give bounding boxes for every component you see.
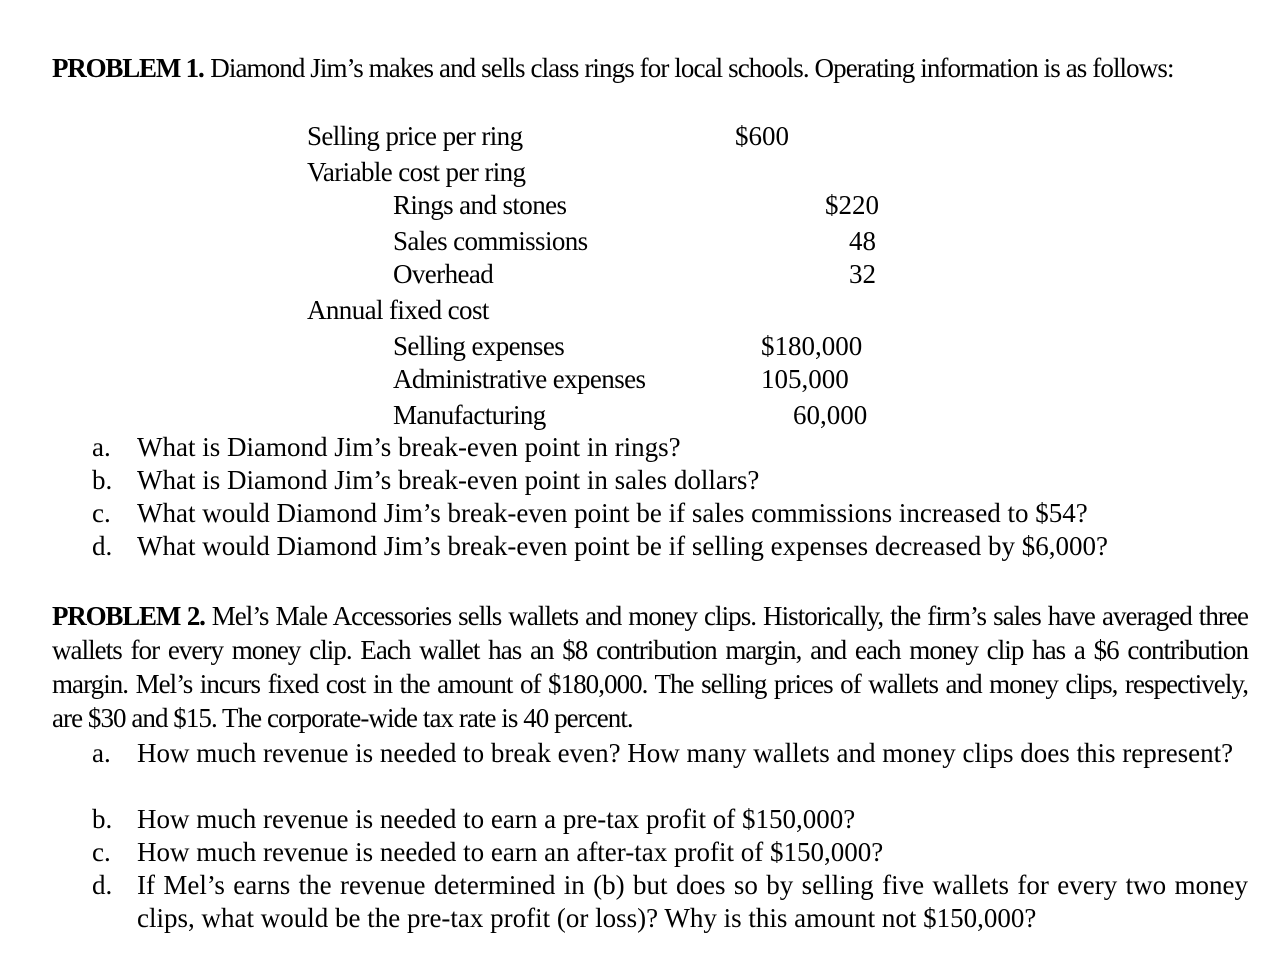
- question-label: d.: [92, 870, 113, 900]
- problem1-question: [92, 530, 1248, 563]
- problem1-heading: PROBLEM 1.: [52, 53, 204, 83]
- question-label: d.: [92, 531, 113, 561]
- question-text: What would Diamond Jim’s break-even point be if sales commissions increased to $54?: [137, 498, 1088, 528]
- problem1-intro-paragraph: [52, 51, 1248, 85]
- problem2-question: [92, 803, 1248, 836]
- variable-item-label: Rings and stones: [393, 190, 567, 220]
- question-text: What is Diamond Jim’s break-even point in rings?: [137, 432, 681, 462]
- fixed-item-value: 105,000: [761, 364, 849, 394]
- question-label: c.: [92, 498, 111, 528]
- problem1-question: [92, 431, 1248, 464]
- question-label: c.: [92, 837, 111, 867]
- fixed-cost-heading: Annual fixed cost: [307, 295, 489, 325]
- question-text: How much revenue is needed to earn an after-tax profit of $150,000?: [137, 837, 884, 867]
- question-label: a.: [92, 432, 111, 462]
- question-text: How much revenue is needed to earn a pre-tax profit of $150,000?: [137, 804, 856, 834]
- fixed-item-label: Selling expenses: [393, 331, 565, 361]
- selling-price-label: Selling price per ring: [307, 121, 523, 151]
- fixed-item-value: $180,000: [761, 331, 863, 361]
- selling-price-value: $600: [735, 121, 789, 151]
- problem1-question: [92, 464, 1248, 497]
- problem2-question: [92, 836, 1248, 869]
- problem2-intro: Mel’s Male Accessories sells wallets and money clips. Historically, the firm’s sales have averaged three wallets for every money clip. Each wallet has an $8 contribution margin, and each money clip has a $6 contribution margin. Mel’s incurs fixed cost in the amount of $180,000. The selling prices of wallets and money clips, respectively, are $30 and $15. The corporate-wide tax rate is 40 percent.: [52, 601, 1248, 733]
- variable-item-value: 48: [849, 226, 876, 256]
- problem1-intro: Diamond Jim’s makes and sells class rings for local schools. Operating information is as follows:: [210, 53, 1174, 83]
- problem1-question: [92, 497, 1248, 530]
- variable-cost-heading: Variable cost per ring: [307, 157, 526, 187]
- question-label: b.: [92, 804, 113, 834]
- fixed-item-value: 60,000: [793, 400, 868, 430]
- problem2-question: [92, 737, 1248, 770]
- question-label: b.: [92, 465, 113, 495]
- fixed-item-label: Administrative expenses: [393, 364, 646, 394]
- question-label: a.: [92, 738, 111, 768]
- question-text: What is Diamond Jim’s break-even point in sales dollars?: [137, 465, 760, 495]
- problem2-intro-paragraph: [52, 599, 1248, 735]
- question-text: What would Diamond Jim’s break-even point be if selling expenses decreased by $6,000?: [137, 531, 1108, 561]
- fixed-item-label: Manufacturing: [393, 400, 546, 430]
- problem2-heading: PROBLEM 2.: [52, 601, 205, 631]
- variable-item-label: Overhead: [393, 259, 494, 289]
- variable-item-value: $220: [825, 190, 879, 220]
- question-text: If Mel’s earns the revenue determined in (b) but does so by selling five wallets for every two money clips, what would be the pre-tax profit (or loss)? Why is this amount not $150,000?: [137, 870, 1248, 933]
- question-text: How much revenue is needed to break even? How many wallets and money clips does this represent?: [137, 738, 1234, 768]
- variable-item-value: 32: [849, 259, 876, 289]
- variable-item-label: Sales commissions: [393, 226, 588, 256]
- problem2-question: [92, 869, 1248, 935]
